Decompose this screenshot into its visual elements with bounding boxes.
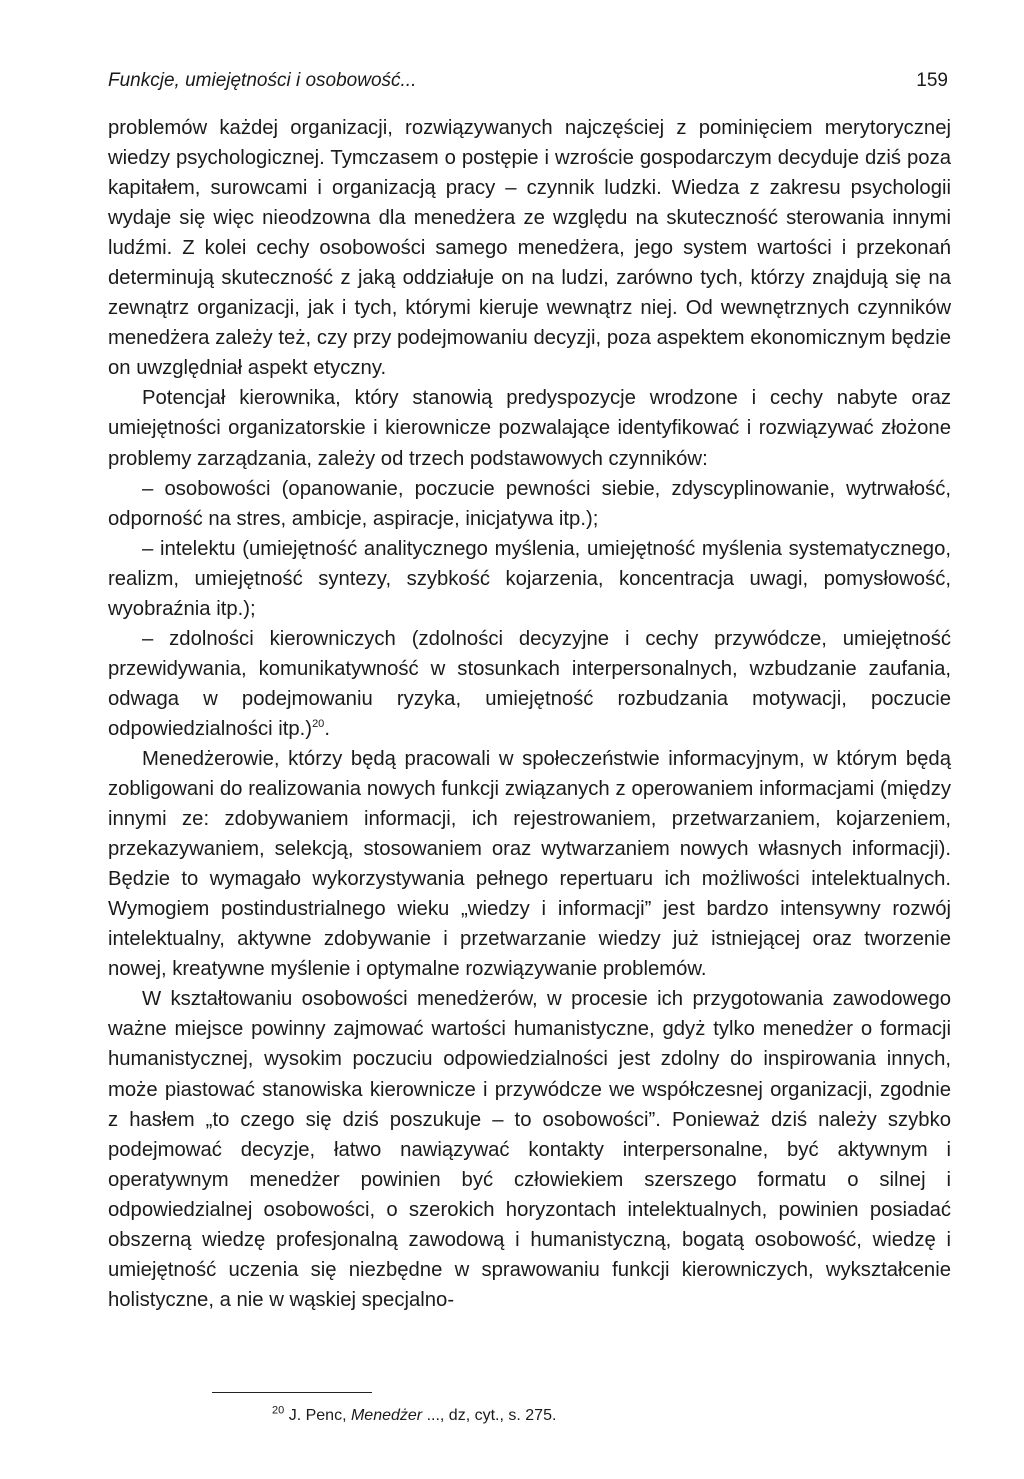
paragraph-2: Potencjał kierownika, który stanowią predyspozycje wrodzone i cechy nabyte oraz umiejętności organizatorskie i kierownicze pozwalające identyfikować i rozwiązywać złożone problemy zarządzania, zależy od trzech podstawowych czynników: bbox=[108, 387, 951, 470]
running-title: Funkcje, umiejętności i osobowość... bbox=[108, 70, 417, 91]
paragraph-humanistic: W kształtowaniu osobowości menedżerów, w procesie ich przygotowania zawodowego ważne miejsce powinny zajmować wartości humanistyczne, gdyż tylko menedżer o formacji humanistycznej, wysokim poczuciu odpowiedzialności jest zdolny do inspirowania innych, może piastować stanowiska kierownicze i przywódcze we współczesnej organizacji, zgodnie z hasłem „to czego się dziś poszukuje – to osobowości”. Ponieważ dziś należy szybko podejmować decyzje, łatwo nawiązywać kontakty interpersonalne, być aktywnym i operatywnym menedżer powinien być człowiekiem szerszego formatu o silnej i odpowiedzialnej osobowości, o szerokich horyzontach intelektualnych, powinien posiadać obszerną wiedzę profesjonalną zawodową i humanistyczną, bogatą osobowość, wiedzę i umiejętność uczenia się niezbędne w sprawowaniu funkcji kierowniczych, wykształcenie holistyczne, a nie w wąskiej specjalno- bbox=[108, 988, 951, 1311]
list-item-leadership-text: – zdolności kierowniczych (zdolności decyzyjne i cechy przywódcze, umiejętność przewidywania, komunikatywność w stosunkach interpersonalnych, wzbudzanie zaufania, odwaga w podejmowaniu ryzyka, umiejętność rozbudzania motywacji, poczucie odpowiedzialności itp.) bbox=[108, 627, 951, 740]
body-text bbox=[108, 113, 951, 1315]
footnote-marker: 20 bbox=[272, 1404, 285, 1417]
running-header bbox=[108, 70, 948, 98]
footnote bbox=[272, 1405, 556, 1427]
paragraph-managers: Menedżerowie, którzy będą pracowali w społeczeństwie informacyjnym, w którym będą zobligowani do realizowania nowych funkcji związanych z operowaniem informacjami (między innymi ze: zdobywaniem informacji, ich rejestrowaniem, przetwarzaniem, kojarzeniem, przekazywaniem, selekcją, stosowaniem oraz wytwarzaniem nowych własnych informacji). Będzie to wymagało wykorzystywania pełnego repertuaru ich możliwości intelektualnych. Wymogiem postindustrialnego wieku „wiedzy i informacji” jest bardzo intensywny rozwój intelektualny, aktywne zdobywanie i przetwarzanie wiedzy już istniejącej oraz tworzenie nowej, kreatywne myślenie i optymalne rozwiązywanie problemów. bbox=[108, 747, 951, 981]
list-item-personality: – osobowości (opanowanie, poczucie pewności siebie, zdyscyplinowanie, wytrwałość, odporność na stres, ambicje, aspiracje, inicjatywa itp.); bbox=[108, 477, 951, 530]
footnote-reference-suffix: . bbox=[324, 717, 330, 740]
footnote-citation: ..., dz, cyt., s. 275. bbox=[426, 1407, 557, 1424]
list-item-intellect: – intelektu (umiejętność analitycznego myślenia, umiejętność myślenia systematycznego, realizm, umiejętność syntezy, szybkość kojarzenia, koncentracja uwagi, pomysłowość, wyobraźnia itp.); bbox=[108, 537, 951, 620]
footnote-title: Menedżer bbox=[350, 1407, 423, 1424]
footnote-reference: 20 bbox=[312, 718, 325, 731]
page-number: 159 bbox=[916, 70, 948, 91]
footnote-author: J. Penc, bbox=[288, 1407, 347, 1424]
list-item-leadership bbox=[108, 624, 951, 744]
footnote-divider bbox=[212, 1392, 372, 1393]
paragraph-1: problemów każdej organizacji, rozwiązywanych najczęściej z pominięciem merytorycznej wiedzy psychologicznej. Tymczasem o postępie i wzroście gospodarczym decyduje dziś poza kapitałem, surowcami i organizacją pracy – czynnik ludzki. Wiedza z zakresu psychologii wydaje się więc nieodzowna dla menedżera ze względu na skuteczność sterowania innymi ludźmi. Z kolei cechy osobowości samego menedżera, jego system wartości i przekonań determinują skuteczność z jaką oddziałuje on na ludzi, zarówno tych, którzy znajdują się na zewnątrz organizacji, jak i tych, którymi kieruje wewnątrz niej. Od wewnętrznych czynników menedżera zależy też, czy przy podejmowaniu decyzji, poza aspektem ekonomicznym będzie on uwzględniał aspekt etyczny. bbox=[108, 117, 951, 380]
